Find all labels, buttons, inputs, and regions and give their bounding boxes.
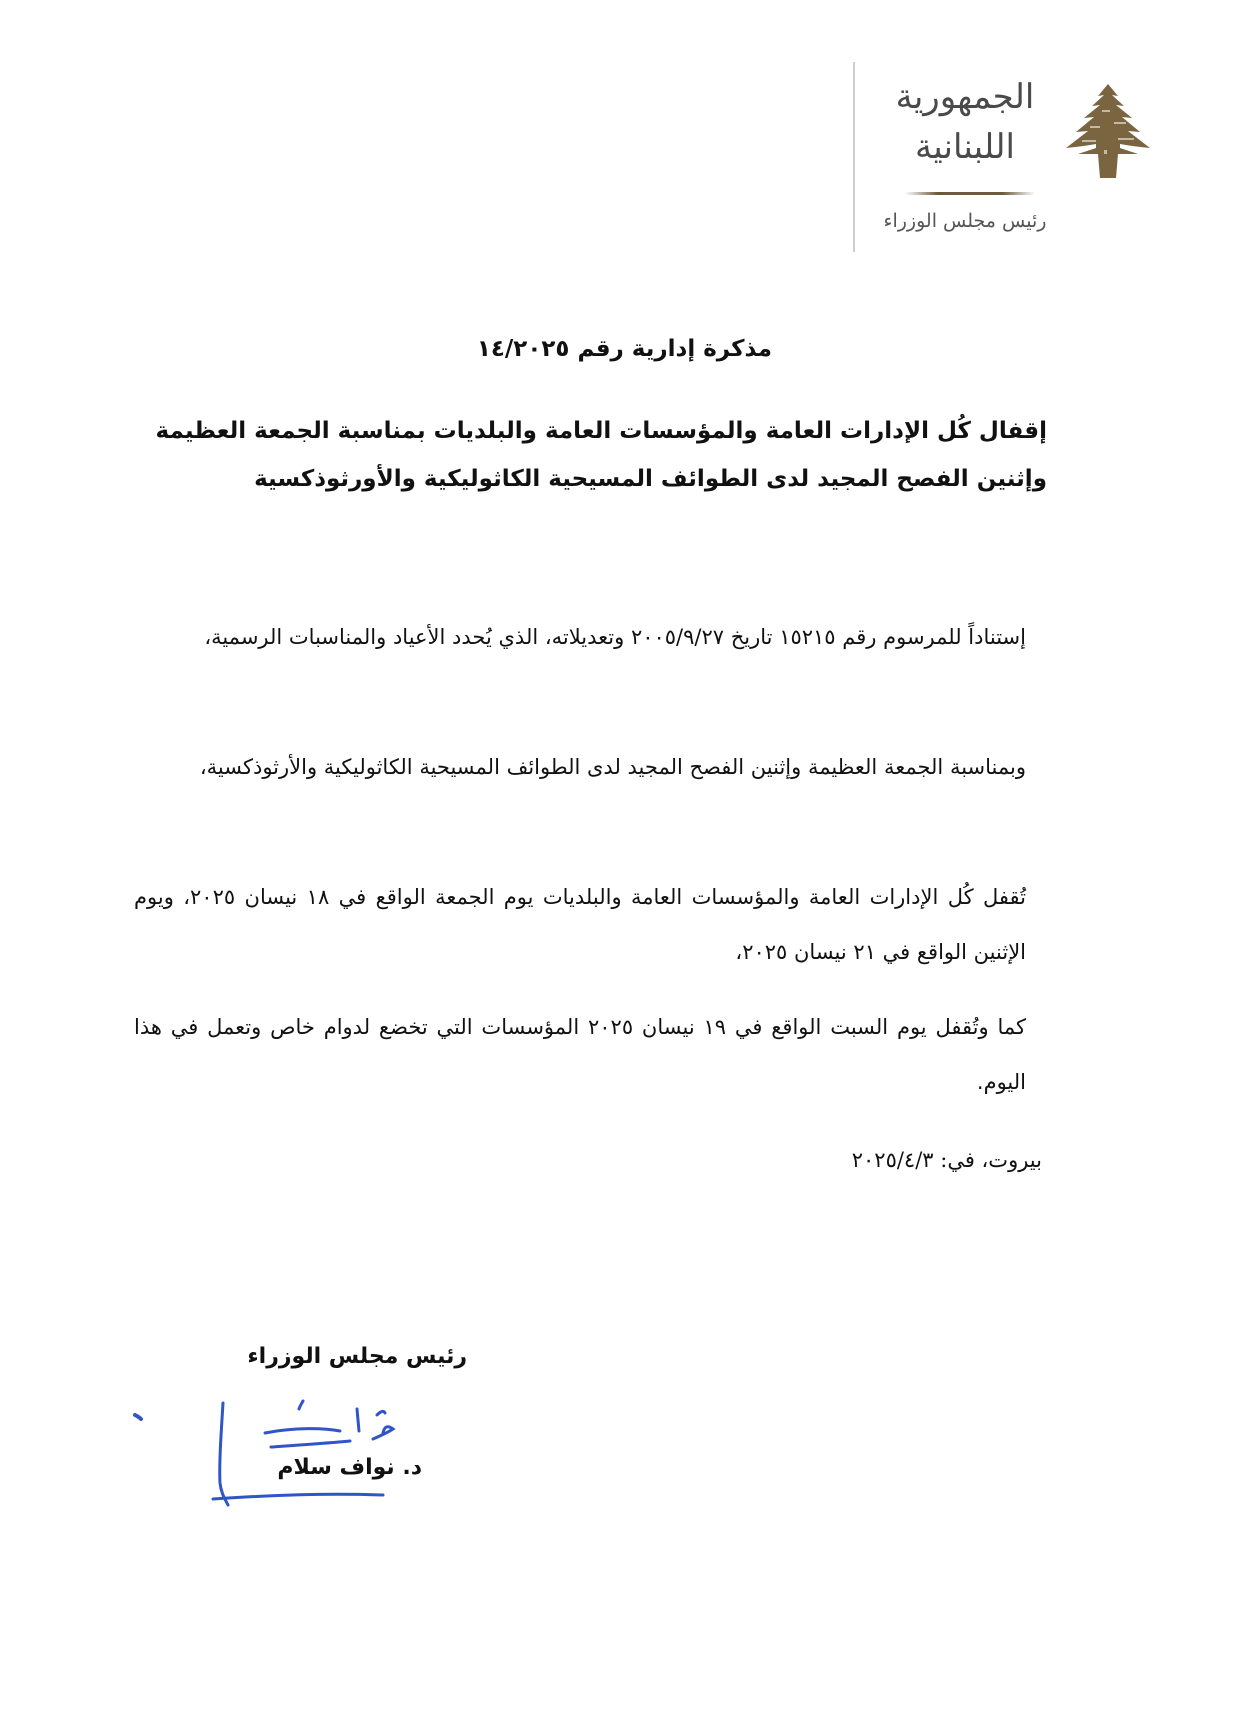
letterhead-subtitle: رئيس مجلس الوزراء [883, 210, 1047, 232]
paragraph-text: كما وتُقفل يوم السبت الواقع في ١٩ نيسان ٢٠٢٥ المؤسسات التي تخضع لدوام خاص وتعمل في هذا اليوم. [134, 1015, 1026, 1094]
cedar-tree-icon [1062, 82, 1154, 182]
memo-title-line-1: إقفال كُل الإدارات العامة والمؤسسات العامة والبلديات بمناسبة الجمعة العظيمة [155, 418, 1047, 444]
memo-title-line-2: وإثنين الفصح المجيد لدى الطوائف المسيحية الكاثوليكية والأورثوذكسية [254, 466, 1047, 492]
body-paragraph-4 [134, 1000, 1059, 1110]
signatory-title: رئيس مجلس الوزراء [247, 1344, 467, 1369]
emblem-rule [905, 192, 1035, 195]
body-paragraph-3 [134, 870, 1059, 980]
place-and-date: بيروت، في: ٢٠٢٥/٤/٣ [851, 1148, 1042, 1172]
emblem-line-1: الجمهورية [895, 77, 1035, 117]
letterhead-divider [853, 62, 855, 252]
paragraph-text: تُقفل كُل الإدارات العامة والمؤسسات العامة والبلديات يوم الجمعة الواقع في ١٨ نيسان ٢٠٢٥، ويوم الإثنين الواقع في ٢١ نيسان ٢٠٢٥، [134, 885, 1026, 964]
body-paragraph-2 [134, 740, 1059, 795]
emblem-wordmark [880, 72, 1050, 172]
body-paragraph-1 [134, 610, 1059, 665]
handwritten-signature [125, 1395, 405, 1510]
paragraph-text: إستناداً للمرسوم رقم ١٥٢١٥ تاريخ ٢٠٠٥/٩/٢٧ وتعديلاته، الذي يُحدد الأعياد والمناسبات الرسمية، [204, 625, 1026, 649]
emblem-line-2: اللبنانية [915, 127, 1015, 167]
memo-number: مذكرة إدارية رقم ١٤/٢٠٢٥ [476, 336, 772, 362]
paragraph-text: وبمناسبة الجمعة العظيمة وإثنين الفصح المجيد لدى الطوائف المسيحية الكاثوليكية والأرثوذكسية، [199, 755, 1026, 779]
signatory-name: د. نواف سلام [277, 1455, 422, 1480]
